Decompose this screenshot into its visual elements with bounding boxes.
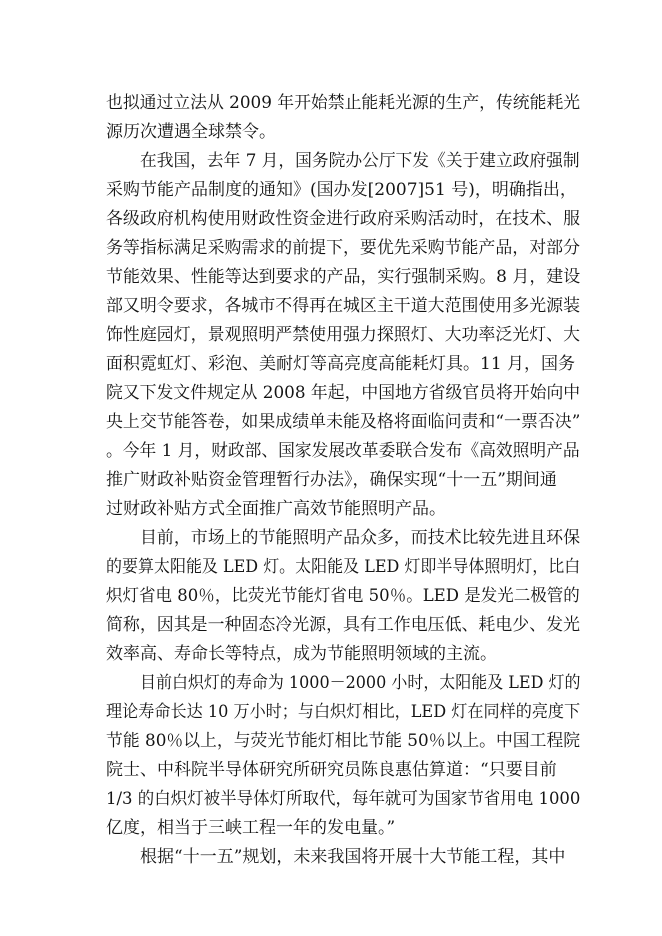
text-line-content: 央上交节能答卷，如果成绩单未能及格将面临问责和“一票否决” <box>106 412 581 432</box>
text-line <box>0 756 662 784</box>
text-line-content: 节能 80％以上，与荧光节能灯相比节能 50％以上。中国工程院 <box>106 731 581 751</box>
text-line-content: 院又下发文件规定从 2008 年起，中国地方省级官员将开始向中 <box>106 383 581 403</box>
text-line-content: 。今年 1 月，财政部、国家发展改革委联合发布《高效照明产品 <box>106 441 580 461</box>
text-line-content: 过财政补贴方式全面推广高效节能照明产品。 <box>106 499 446 519</box>
text-line-content: 目前，市场上的节能照明产品众多，而技术比较先进且环保 <box>140 528 581 548</box>
text-line <box>0 350 662 378</box>
text-line <box>0 466 662 494</box>
text-line <box>0 524 662 552</box>
text-line <box>0 727 662 755</box>
text-line-content: 目前白炽灯的寿命为 1000－2000 小时，太阳能及 LED 灯的 <box>140 673 581 693</box>
text-line-content: 理论寿命长达 10 万小时；与白炽灯相比，LED 灯在同样的亮度下 <box>106 702 581 722</box>
text-line-content: 亿度，相当于三峡工程一年的发电量。” <box>106 818 396 838</box>
text-line-content: 炽灯省电 80％，比荧光节能灯省电 50％。LED 是发光二极管的 <box>106 586 580 606</box>
text-line-content: 院士、中科院半导体研究所研究员陈良惠估算道：“只要目前 <box>106 760 557 780</box>
text-line <box>0 321 662 349</box>
text-line <box>0 176 662 204</box>
text-line-content: 面积霓虹灯、彩泡、美耐灯等高亮度高能耗灯具。11 月，国务 <box>106 354 576 374</box>
text-line-content: 源历次遭遇全球禁令。 <box>106 122 276 142</box>
text-line-content: 效率高、寿命长等特点，成为节能照明领域的主流。 <box>106 644 497 664</box>
text-line <box>0 437 662 465</box>
text-line-content: 的要算太阳能及 LED 灯。太阳能及 LED 灯即半导体照明灯，比白 <box>106 557 581 577</box>
text-line-content: 在我国，去年 7 月，国务院办公厅下发《关于建立政府强制 <box>140 151 580 171</box>
text-line <box>0 843 662 871</box>
text-line-content: 也拟通过立法从 2009 年开始禁止能耗光源的生产，传统能耗光 <box>106 93 581 113</box>
text-line-content: 推广财政补贴资金管理暂行办法》，确保实现“十一五”期间通 <box>106 470 557 490</box>
text-line <box>0 263 662 291</box>
text-line-content: 饰性庭园灯，景观照明严禁使用强力探照灯、大功率泛光灯、大 <box>106 325 581 345</box>
text-line-content: 务等指标满足采购需求的前提下，要优先采购节能产品，对部分 <box>106 238 581 258</box>
text-line <box>0 408 662 436</box>
text-line-content: 节能效果、性能等达到要求的产品，实行强制采购。8 月，建设 <box>106 267 581 287</box>
text-line <box>0 785 662 813</box>
text-line <box>0 814 662 842</box>
text-line <box>0 89 662 117</box>
text-line <box>0 495 662 523</box>
text-line-content: 简称，因其是一种固态冷光源，具有工作电压低、耗电少、发光 <box>106 615 581 635</box>
text-line <box>0 698 662 726</box>
text-line <box>0 640 662 668</box>
text-line <box>0 118 662 146</box>
text-line <box>0 611 662 639</box>
text-line <box>0 205 662 233</box>
text-line <box>0 147 662 175</box>
text-line <box>0 553 662 581</box>
text-line-content: 采购节能产品制度的通知》(国办发[2007]51 号)，明确指出， <box>106 180 577 200</box>
text-line <box>0 379 662 407</box>
text-line <box>0 234 662 262</box>
text-line <box>0 292 662 320</box>
text-line <box>0 669 662 697</box>
text-line-content: 1/3 的白炽灯被半导体灯所取代，每年就可为国家节省用电 1000 <box>106 789 581 809</box>
text-line-content: 部又明令要求，各城市不得再在城区主干道大范围使用多光源装 <box>106 296 581 316</box>
text-line-content: 根据“十一五”规划，未来我国将开展十大节能工程，其中 <box>140 847 566 867</box>
text-line <box>0 582 662 610</box>
text-line-content: 各级政府机构使用财政性资金进行政府采购活动时，在技术、服 <box>106 209 581 229</box>
